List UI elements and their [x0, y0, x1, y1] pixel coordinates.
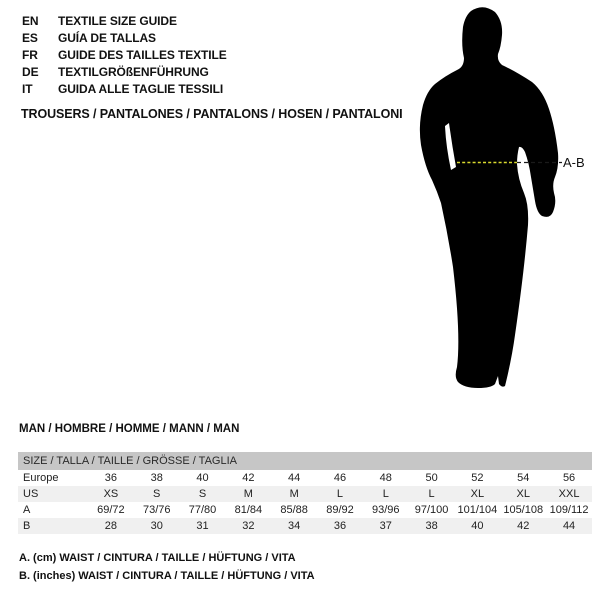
size-cell: 109/112: [549, 504, 589, 516]
size-cell: 40: [471, 520, 484, 532]
size-cell: 97/100: [414, 504, 449, 516]
size-cell: 34: [288, 520, 301, 532]
size-cell: 73/76: [142, 504, 171, 516]
size-table: [18, 452, 592, 534]
size-cell: 48: [379, 472, 392, 484]
size-cell: 93/96: [372, 504, 400, 516]
language-code: EN: [22, 14, 39, 28]
size-cell: 52: [471, 472, 484, 484]
table-row-a-cm: [18, 502, 592, 518]
size-cell: 56: [562, 472, 576, 484]
size-cell: 105/108: [503, 504, 544, 516]
footnotes: [19, 549, 315, 585]
size-cell: 42: [242, 472, 255, 484]
size-cell: L: [336, 488, 344, 500]
size-cell: 36: [104, 472, 118, 484]
size-cell: 28: [104, 520, 118, 532]
size-cell: M: [243, 488, 253, 500]
size-cell: L: [428, 488, 435, 500]
language-code: IT: [22, 82, 33, 96]
size-cell: M: [289, 488, 299, 500]
language-label: GUIDE DES TAILLES TEXTILE: [58, 48, 227, 62]
language-row-fr: [22, 47, 227, 64]
size-cell: S: [153, 488, 161, 500]
size-table-header-row: [18, 452, 592, 470]
language-list: [22, 13, 227, 98]
language-row-es: [22, 30, 227, 47]
size-cell: 42: [517, 520, 530, 532]
measure-label: A-B: [563, 155, 585, 170]
size-cell: 40: [196, 472, 209, 484]
size-cell: 77/80: [188, 504, 217, 516]
language-code: FR: [22, 48, 38, 62]
size-cell: 46: [333, 472, 347, 484]
size-table-header: SIZE / TALLA / TAILLE / GRÖSSE / TAGLIA: [18, 452, 592, 470]
size-cell: XXL: [558, 488, 580, 500]
size-cell: 38: [425, 520, 438, 532]
size-cell: 36: [333, 520, 347, 532]
size-cell: 81/84: [234, 504, 263, 516]
row-label: US: [23, 488, 39, 500]
size-cell: L: [382, 488, 389, 500]
man-silhouette: [405, 5, 565, 390]
size-cell: XL: [516, 488, 530, 500]
language-code: DE: [22, 65, 39, 79]
size-cell: 38: [150, 472, 163, 484]
size-cell: 44: [562, 520, 576, 532]
language-row-it: [22, 81, 227, 98]
size-cell: 31: [196, 520, 209, 532]
size-cell: 54: [517, 472, 530, 484]
table-row-europe: [18, 470, 592, 486]
row-label: B: [23, 520, 31, 532]
table-row-b-inches: [18, 518, 592, 534]
language-label: TEXTILGRÖßENFÜHRUNG: [58, 65, 209, 79]
size-cell: 50: [425, 472, 438, 484]
footnote-b: B. (inches) WAIST / CINTURA / TAILLE / HÜFTUNG / VITA: [19, 570, 315, 582]
language-label: GUIDA ALLE TAGLIE TESSILI: [58, 82, 224, 96]
size-cell: XL: [470, 488, 485, 500]
size-cell: 101/104: [457, 504, 498, 516]
size-cell: 37: [379, 520, 392, 532]
language-code: ES: [22, 31, 38, 45]
row-label: A: [23, 504, 31, 516]
table-row-us: [18, 486, 592, 502]
size-cell: 85/88: [280, 504, 308, 516]
size-cell: 44: [288, 472, 301, 484]
size-cell: S: [198, 488, 207, 500]
size-cell: 30: [150, 520, 163, 532]
language-label: GUÍA DE TALLAS: [58, 31, 156, 45]
language-label: TEXTILE SIZE GUIDE: [58, 14, 177, 28]
table-section-title: MAN / HOMBRE / HOMME / MANN / MAN: [19, 423, 240, 435]
size-cell: 89/92: [326, 504, 354, 516]
row-label: Europe: [23, 472, 59, 484]
size-cell: XS: [103, 488, 119, 500]
size-cell: 32: [242, 520, 255, 532]
language-row-de: [22, 64, 227, 81]
size-cell: 69/72: [97, 504, 125, 516]
garment-title: TROUSERS / PANTALONES / PANTALONS / HOSEN / PANTALONI: [21, 107, 403, 121]
man-silhouette-body: [420, 7, 558, 388]
footnote-a: A. (cm) WAIST / CINTURA / TAILLE / HÜFTUNG / VITA: [19, 552, 296, 564]
language-row-en: [22, 13, 227, 30]
